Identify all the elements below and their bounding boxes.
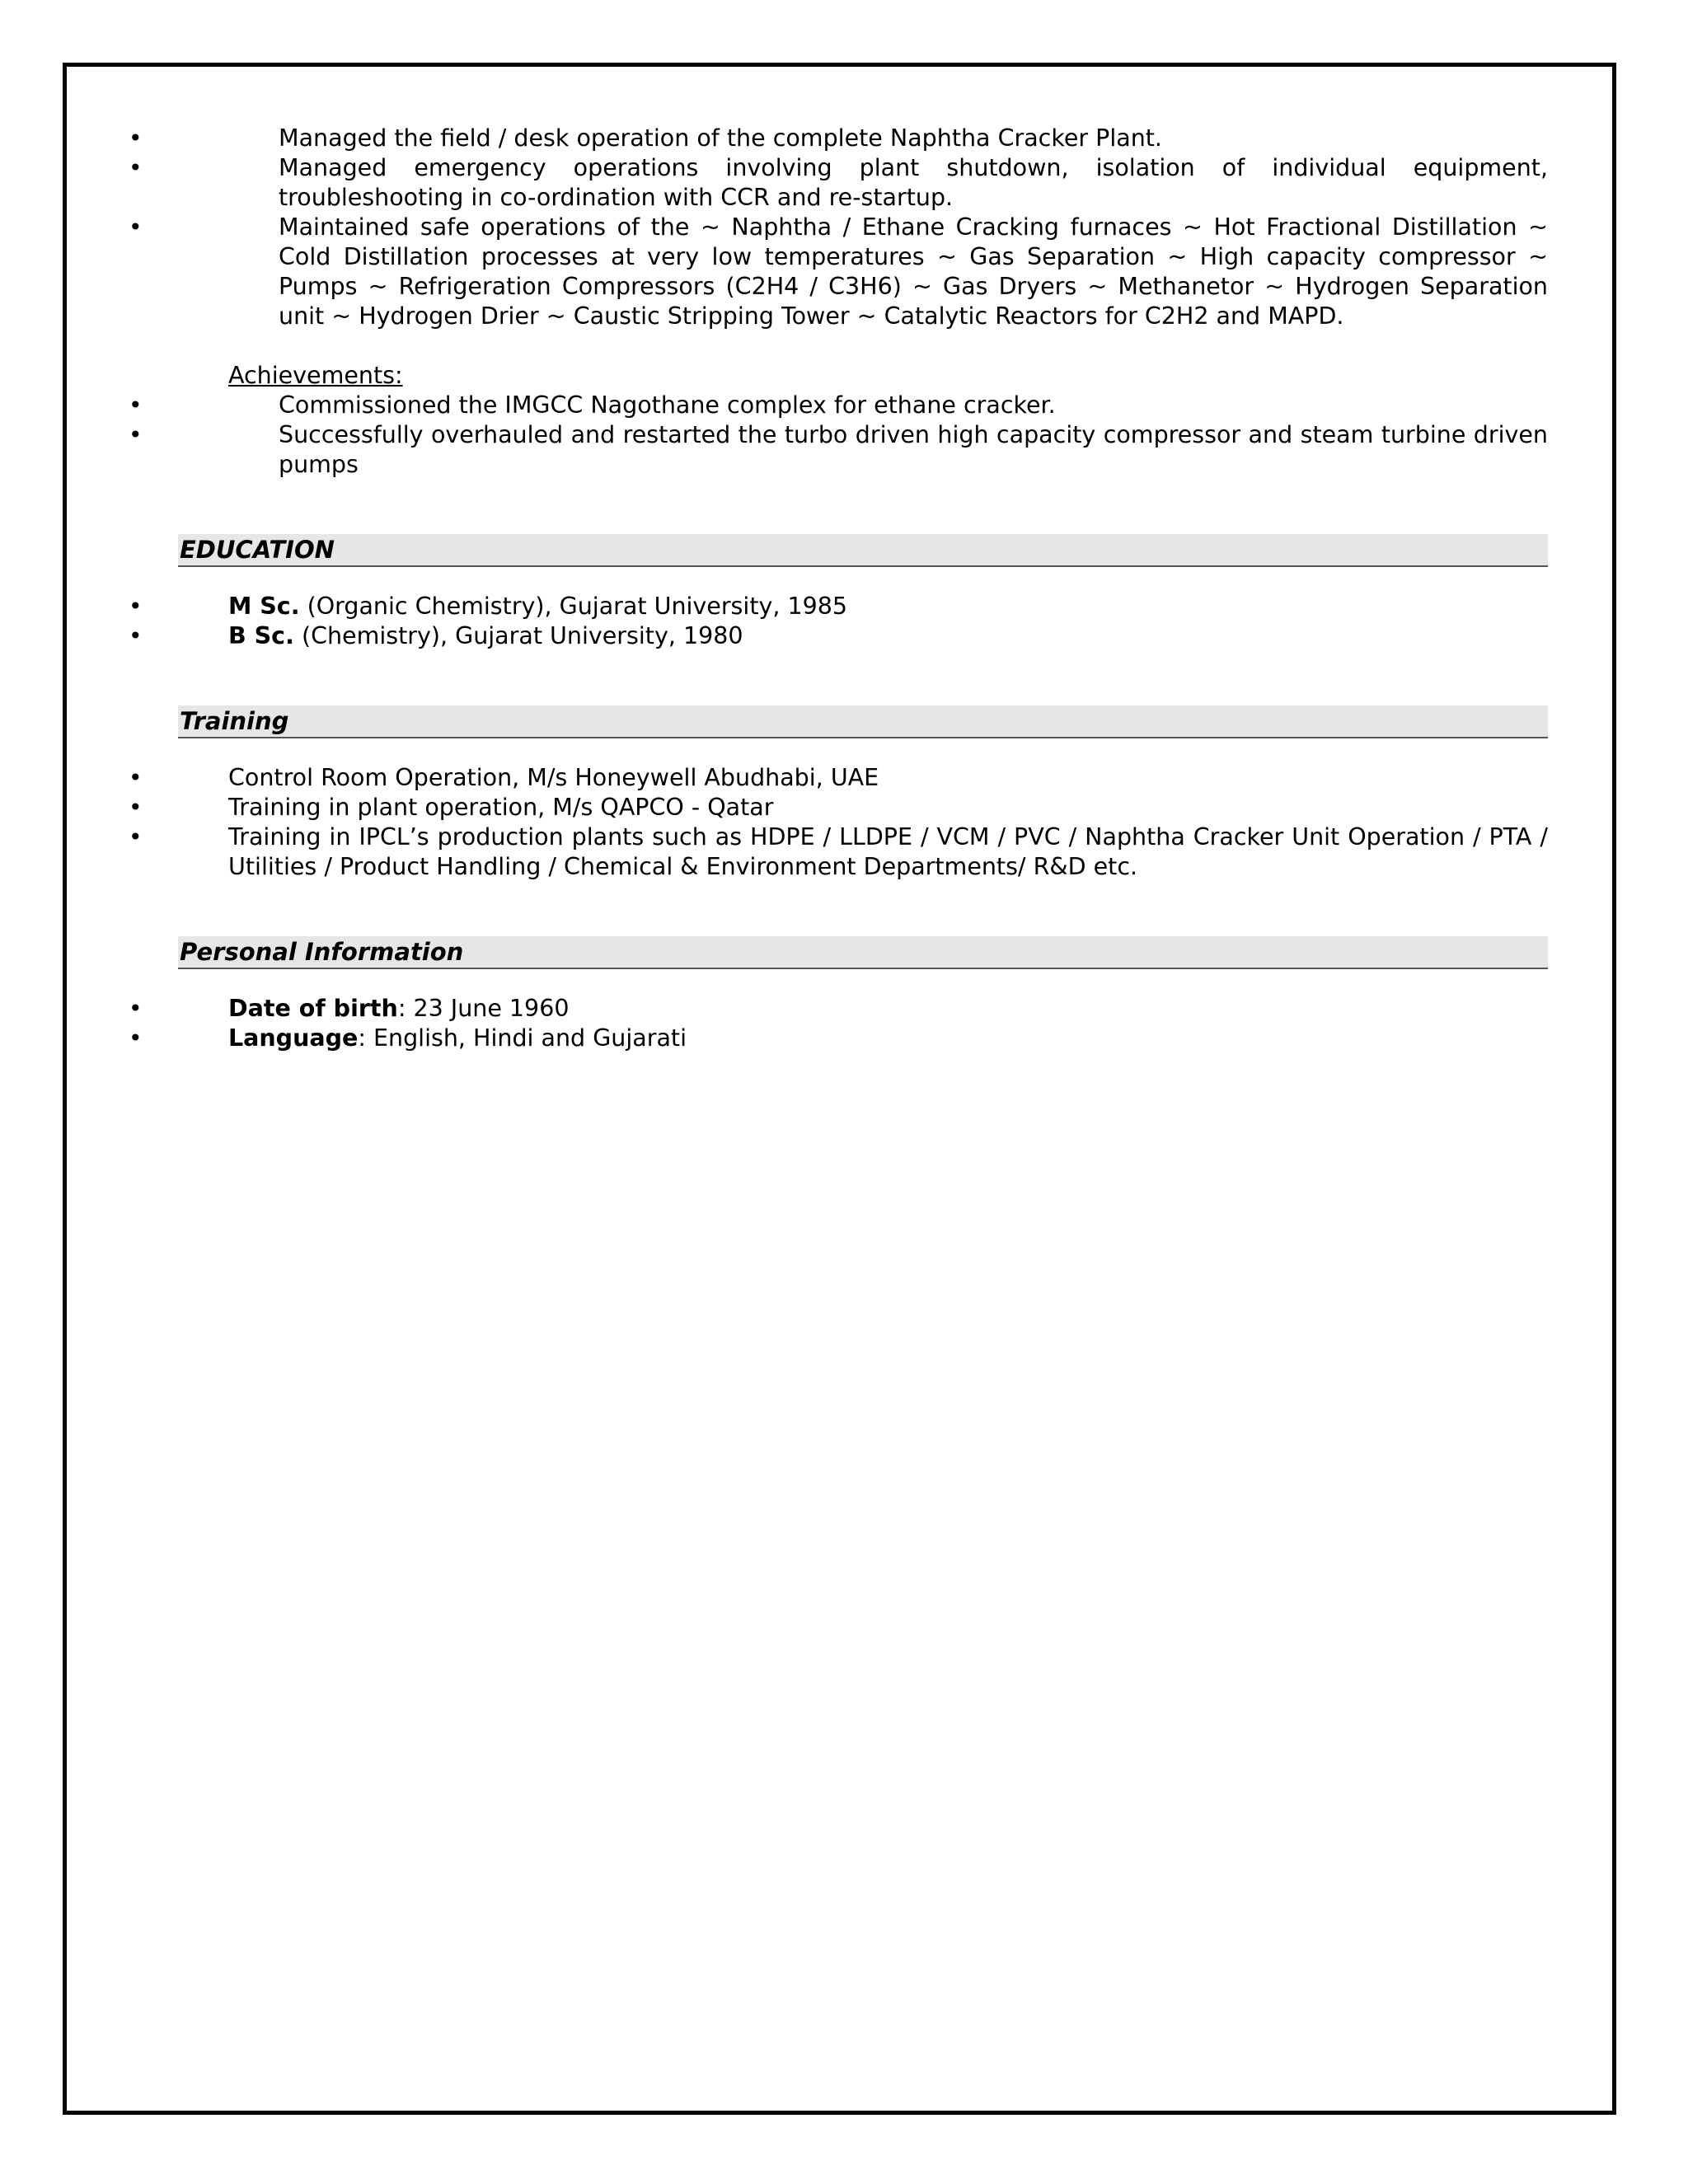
- bullet-icon: •: [129, 1024, 143, 1052]
- achievement-text: Successfully overhauled and restarted the turbo driven high capacity compressor and steam turbine driven pumps: [279, 421, 1548, 478]
- list-item: [129, 124, 1548, 153]
- degree-name: B Sc.: [228, 622, 294, 649]
- degree-name: M Sc.: [228, 593, 300, 620]
- list-item: [129, 213, 1548, 331]
- info-label: Language: [228, 1024, 359, 1052]
- bullet-icon: •: [129, 622, 143, 649]
- list-item: [129, 994, 1548, 1024]
- education-list: [129, 592, 1548, 651]
- training-section-header: Training: [178, 705, 1548, 738]
- training-text: Training in IPCL’s production plants such as HDPE / LLDPE / VCM / PVC / Naphtha Cracker Unit Operation / PTA / Utilities / Product Handling / Chemical & Environment Departments/ R&D etc.: [228, 823, 1548, 880]
- list-item: [129, 793, 1548, 823]
- list-item: [129, 763, 1548, 793]
- list-item: [129, 621, 1548, 651]
- bullet-icon: •: [129, 823, 143, 851]
- degree-detail: (Organic Chemistry), Gujarat University, 1985: [299, 593, 848, 620]
- list-item: [129, 391, 1548, 420]
- training-text: Training in plant operation, M/s QAPCO - Qatar: [228, 794, 774, 821]
- achievements-list: [129, 391, 1548, 480]
- achievements-heading: Achievements:: [228, 362, 403, 389]
- resume-content: [129, 124, 1548, 1053]
- bullet-icon: •: [129, 213, 143, 241]
- bullet-icon: •: [129, 421, 143, 448]
- info-value: : English, Hindi and Gujarati: [358, 1024, 687, 1052]
- degree-detail: (Chemistry), Gujarat University, 1980: [293, 622, 743, 649]
- duty-text: Managed emergency operations involving plant shutdown, isolation of individual equipment, troubleshooting in co-ordination with CCR and re-startup.: [279, 154, 1548, 211]
- duty-text: Maintained safe operations of the ~ Naphtha / Ethane Cracking furnaces ~ Hot Fractional Distillation ~ Cold Distillation processes at very low temperatures ~ Gas Separation ~ High capacity compressor ~ Pumps ~ Refrigeration Compressors (C2H4 / C3H6) ~ Gas Dryers ~ Methanetor ~ Hydrogen Separation unit ~ Hydrogen Drier ~ Caustic Stripping Tower ~ Catalytic Reactors for C2H2 and MAPD.: [279, 213, 1548, 330]
- bullet-icon: •: [129, 391, 143, 419]
- bullet-icon: •: [129, 154, 143, 181]
- list-item: [129, 420, 1548, 480]
- list-item: [129, 153, 1548, 213]
- bullet-icon: •: [129, 995, 143, 1022]
- info-label: Date of birth: [228, 995, 398, 1022]
- bullet-icon: •: [129, 794, 143, 821]
- info-value: : 23 June 1960: [397, 995, 570, 1022]
- duty-text: Managed the field / desk operation of the complete Naphtha Cracker Plant.: [279, 124, 1162, 152]
- list-item: [129, 1024, 1548, 1053]
- education-section-header: EDUCATION: [178, 534, 1548, 567]
- training-list: [129, 763, 1548, 882]
- bullet-icon: •: [129, 593, 143, 620]
- list-item: [129, 823, 1548, 882]
- personal-info-section-header: Personal Information: [178, 936, 1548, 969]
- bullet-icon: •: [129, 124, 143, 152]
- list-item: [129, 592, 1548, 621]
- achievement-text: Commissioned the IMGCC Nagothane complex for ethane cracker.: [279, 391, 1056, 419]
- training-text: Control Room Operation, M/s Honeywell Abudhabi, UAE: [228, 764, 879, 791]
- duties-list: [129, 124, 1548, 331]
- bullet-icon: •: [129, 764, 143, 791]
- personal-info-list: [129, 994, 1548, 1053]
